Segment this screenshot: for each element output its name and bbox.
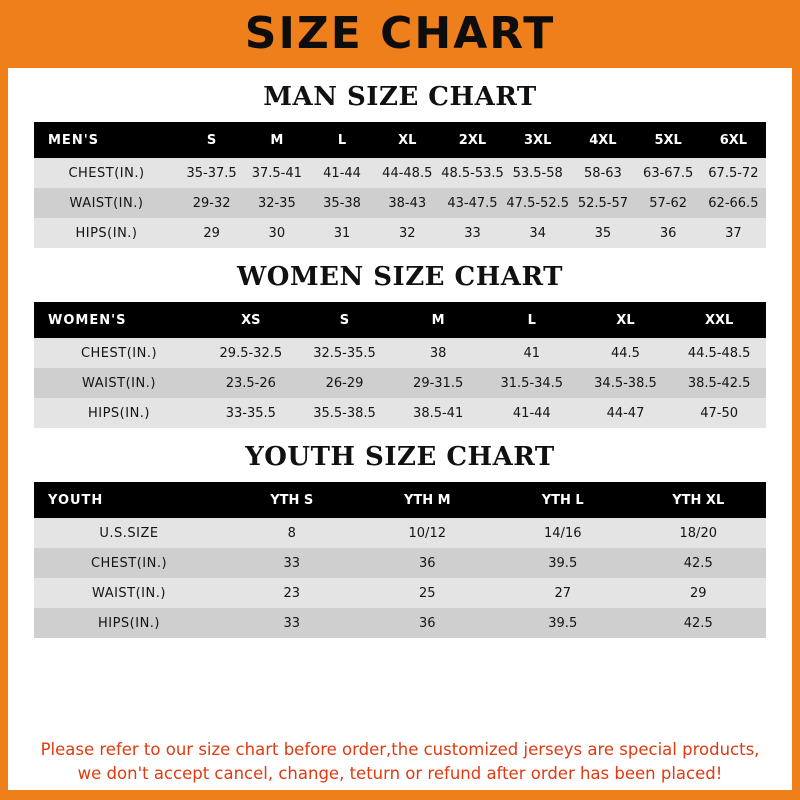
youth-row-label-waist: WAIST(IN.): [34, 578, 224, 608]
youth-chest-m: 36: [360, 548, 496, 578]
men-section-title: MAN SIZE CHART: [263, 82, 537, 112]
men-chest-xl: 44-48.5: [375, 158, 440, 188]
men-header-label: MEN'S: [34, 122, 179, 158]
youth-hips-s: 33: [224, 608, 360, 638]
men-hips-m: 30: [244, 218, 309, 248]
youth-waist-s: 23: [224, 578, 360, 608]
table-row: [34, 578, 766, 608]
youth-col-s: YTH S: [224, 482, 360, 518]
men-col-3xl: 3XL: [505, 122, 570, 158]
women-chest-xl: 44.5: [579, 338, 673, 368]
footer-accent-bar: [0, 790, 800, 800]
youth-table-header: [34, 482, 766, 518]
youth-waist-xl: 29: [631, 578, 767, 608]
men-size-table: [34, 122, 766, 248]
table-header-row: [34, 302, 766, 338]
women-header-label: WOMEN'S: [34, 302, 204, 338]
youth-col-m: YTH M: [360, 482, 496, 518]
youth-col-l: YTH L: [495, 482, 631, 518]
table-row: [34, 398, 766, 428]
men-waist-3xl: 47.5-52.5: [505, 188, 570, 218]
men-chest-4xl: 58-63: [570, 158, 635, 188]
youth-ussize-l: 14/16: [495, 518, 631, 548]
notice-line-1: Please refer to our size chart before order,the customized jerseys are special products,: [40, 740, 760, 760]
men-hips-4xl: 35: [570, 218, 635, 248]
youth-size-table: [34, 482, 766, 638]
women-waist-xl: 34.5-38.5: [579, 368, 673, 398]
youth-section-title: YOUTH SIZE CHART: [245, 442, 555, 472]
men-waist-xl: 38-43: [375, 188, 440, 218]
men-row-label-hips: HIPS(IN.): [34, 218, 179, 248]
youth-section: [8, 442, 792, 638]
women-col-xl: XL: [579, 302, 673, 338]
women-col-xs: XS: [204, 302, 298, 338]
table-row: [34, 338, 766, 368]
men-table-body: [34, 158, 766, 248]
women-section-title: WOMEN SIZE CHART: [237, 262, 563, 292]
men-section: [8, 82, 792, 248]
women-table-body: [34, 338, 766, 428]
youth-chest-s: 33: [224, 548, 360, 578]
men-chest-l: 41-44: [309, 158, 374, 188]
women-section: [8, 262, 792, 428]
men-row-label-waist: WAIST(IN.): [34, 188, 179, 218]
men-waist-m: 32-35: [244, 188, 309, 218]
men-hips-xl: 32: [375, 218, 440, 248]
notice-line-2: we don't accept cancel, change, teturn or refund after order has been placed!: [77, 764, 723, 784]
women-hips-l: 41-44: [485, 398, 579, 428]
youth-row-label-hips: HIPS(IN.): [34, 608, 224, 638]
youth-col-xl: YTH XL: [631, 482, 767, 518]
table-row: [34, 518, 766, 548]
youth-table-body: [34, 518, 766, 638]
women-hips-s: 35.5-38.5: [298, 398, 392, 428]
men-chest-3xl: 53.5-58: [505, 158, 570, 188]
men-waist-2xl: 43-47.5: [440, 188, 505, 218]
youth-hips-xl: 42.5: [631, 608, 767, 638]
women-waist-m: 29-31.5: [391, 368, 485, 398]
women-waist-l: 31.5-34.5: [485, 368, 579, 398]
men-col-l: L: [309, 122, 374, 158]
men-chest-2xl: 48.5-53.5: [440, 158, 505, 188]
table-row: [34, 188, 766, 218]
men-waist-5xl: 57-62: [636, 188, 701, 218]
women-chest-xs: 29.5-32.5: [204, 338, 298, 368]
page-header: [0, 0, 800, 68]
men-hips-s: 29: [179, 218, 244, 248]
women-chest-l: 41: [485, 338, 579, 368]
women-size-table: [34, 302, 766, 428]
women-col-s: S: [298, 302, 392, 338]
women-hips-xl: 44-47: [579, 398, 673, 428]
order-notice: [26, 738, 774, 786]
women-waist-s: 26-29: [298, 368, 392, 398]
youth-ussize-s: 8: [224, 518, 360, 548]
men-hips-5xl: 36: [636, 218, 701, 248]
men-waist-s: 29-32: [179, 188, 244, 218]
youth-hips-m: 36: [360, 608, 496, 638]
youth-ussize-xl: 18/20: [631, 518, 767, 548]
men-col-6xl: 6XL: [701, 122, 766, 158]
women-chest-m: 38: [391, 338, 485, 368]
women-waist-xxl: 38.5-42.5: [672, 368, 766, 398]
men-chest-6xl: 67.5-72: [701, 158, 766, 188]
women-col-m: M: [391, 302, 485, 338]
women-chest-s: 32.5-35.5: [298, 338, 392, 368]
youth-chest-l: 39.5: [495, 548, 631, 578]
youth-hips-l: 39.5: [495, 608, 631, 638]
men-waist-4xl: 52.5-57: [570, 188, 635, 218]
men-chest-m: 37.5-41: [244, 158, 309, 188]
page-title: SIZE CHART: [244, 8, 556, 59]
youth-header-label: YOUTH: [34, 482, 224, 518]
youth-row-label-chest: CHEST(IN.): [34, 548, 224, 578]
men-col-m: M: [244, 122, 309, 158]
men-chest-s: 35-37.5: [179, 158, 244, 188]
men-col-xl: XL: [375, 122, 440, 158]
women-row-label-chest: CHEST(IN.): [34, 338, 204, 368]
men-chest-5xl: 63-67.5: [636, 158, 701, 188]
table-row: [34, 608, 766, 638]
men-hips-2xl: 33: [440, 218, 505, 248]
women-col-l: L: [485, 302, 579, 338]
table-header-row: [34, 482, 766, 518]
women-col-xxl: XXL: [672, 302, 766, 338]
men-hips-6xl: 37: [701, 218, 766, 248]
men-waist-6xl: 62-66.5: [701, 188, 766, 218]
youth-row-label-ussize: U.S.SIZE: [34, 518, 224, 548]
table-row: [34, 158, 766, 188]
table-row: [34, 548, 766, 578]
men-col-s: S: [179, 122, 244, 158]
youth-waist-l: 27: [495, 578, 631, 608]
table-row: [34, 218, 766, 248]
men-row-label-chest: CHEST(IN.): [34, 158, 179, 188]
youth-chest-xl: 42.5: [631, 548, 767, 578]
women-row-label-hips: HIPS(IN.): [34, 398, 204, 428]
men-waist-l: 35-38: [309, 188, 374, 218]
youth-ussize-m: 10/12: [360, 518, 496, 548]
youth-waist-m: 25: [360, 578, 496, 608]
table-header-row: [34, 122, 766, 158]
table-row: [34, 368, 766, 398]
women-hips-xxl: 47-50: [672, 398, 766, 428]
men-col-5xl: 5XL: [636, 122, 701, 158]
men-col-2xl: 2XL: [440, 122, 505, 158]
women-chest-xxl: 44.5-48.5: [672, 338, 766, 368]
women-hips-m: 38.5-41: [391, 398, 485, 428]
men-col-4xl: 4XL: [570, 122, 635, 158]
women-row-label-waist: WAIST(IN.): [34, 368, 204, 398]
women-hips-xs: 33-35.5: [204, 398, 298, 428]
women-table-header: [34, 302, 766, 338]
men-hips-3xl: 34: [505, 218, 570, 248]
women-waist-xs: 23.5-26: [204, 368, 298, 398]
men-hips-l: 31: [309, 218, 374, 248]
men-table-header: [34, 122, 766, 158]
